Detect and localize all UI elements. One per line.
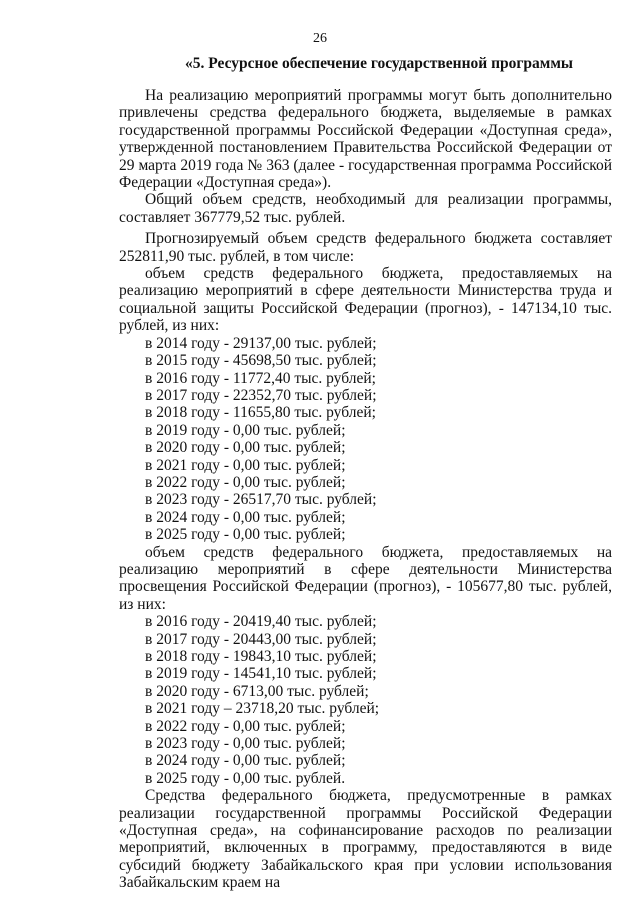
list-item: в 2019 году - 0,00 тыс. рублей; [145,421,346,439]
list-item: в 2020 году - 6713,00 тыс. рублей; [145,682,369,700]
list-item: в 2020 году - 0,00 тыс. рублей; [145,439,346,457]
list-item: в 2016 году - 11772,40 тыс. рублей; [145,369,376,387]
section-title: «5. Ресурсное обеспечение государственной программы [185,55,573,72]
page-number: 26 [313,31,327,46]
list-item: в 2019 году - 14541,10 тыс. рублей; [145,665,377,683]
list-item: в 2024 году - 0,00 тыс. рублей; [145,752,346,770]
list-item: в 2024 году - 0,00 тыс. рублей; [145,508,346,526]
list-item: в 2015 году - 45698,50 тыс. рублей; [145,352,377,370]
education-ministry-year-list [119,613,612,787]
list-item: в 2023 году - 0,00 тыс. рублей; [145,735,346,753]
document-body [119,87,612,892]
list-item: в 2017 году - 22352,70 тыс. рублей; [145,386,377,404]
total-paragraph: Общий объем средств, необходимый для реализации программы, составляет 367779,52 тыс. рублей. [119,191,612,226]
labor-ministry-intro: объем средств федерального бюджета, предоставляемых на реализацию мероприятий в сфере деятельности Министерства труда и социальной защиты Российской Федерации (прогноз), - 147134,10 тыс. рублей, из них: [119,265,612,335]
list-item: в 2018 году - 19843,10 тыс. рублей; [145,648,377,665]
list-item: в 2016 году - 20419,40 тыс. рублей; [145,613,377,631]
labor-ministry-year-list [119,335,612,544]
closing-paragraph: Средства федерального бюджета, предусмотренные в рамках реализации государственной программы Российской Федерации «Доступная среда», на софинансирование расходов по реализации мероприятий, включенных в программу, предоставляются в виде субсидий бюджету Забайкальского края при условии использования Забайкальским краем на [119,787,612,892]
list-item: в 2021 году - 0,00 тыс. рублей; [145,456,346,474]
list-item: в 2021 году – 23718,20 тыс. рублей; [145,700,380,718]
list-item: в 2025 году - 0,00 тыс. рублей; [145,526,346,544]
list-item: в 2018 году - 11655,80 тыс. рублей; [145,404,376,422]
list-item: в 2025 году - 0,00 тыс. рублей. [145,769,346,787]
list-item: в 2023 году - 26517,70 тыс. рублей; [145,491,377,509]
list-item: в 2022 году - 0,00 тыс. рублей; [145,717,346,735]
list-item: в 2014 году - 29137,00 тыс. рублей; [145,334,377,352]
list-item: в 2017 году - 20443,00 тыс. рублей; [145,630,377,648]
education-ministry-intro: объем средств федерального бюджета, предоставляемых на реализацию мероприятий в сфере деятельности Министерства просвещения Российской Федерации (прогноз), - 105677,80 тыс. рублей, из них: [119,543,612,613]
intro-paragraph: На реализацию мероприятий программы могут быть дополнительно привлечены средства федерального бюджета, выделяемые в рамках государственной программы Российской Федерации «Доступная среда», утвержденной постановлением Правительства Российской Федерации от 29 марта 2019 года № 363 (далее - государственная программа Российской Федерации «Доступная среда»). [119,87,612,192]
federal-paragraph: Прогнозируемый объем средств федерального бюджета составляет 252811,90 тыс. рублей, в том числе: [119,230,612,265]
list-item: в 2022 году - 0,00 тыс. рублей; [145,473,346,491]
